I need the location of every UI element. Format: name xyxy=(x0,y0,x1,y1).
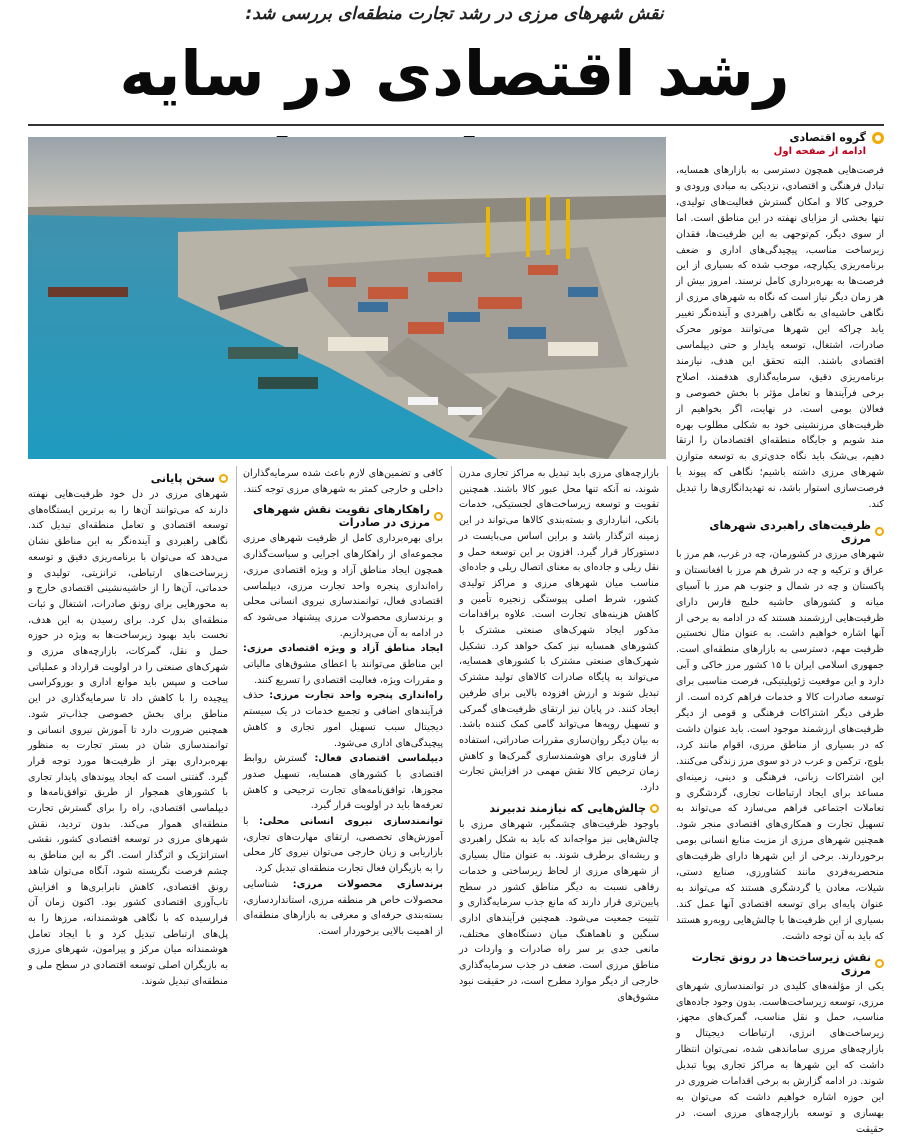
sidebar-para-1: فرصت‌هایی همچون دسترسی به بازارهای همسایه، تبادل فرهنگی و اقتصادی، نزدیکی به مبادی ورودی و خروجی کالا و امکان گسترش فعالیت‌های تولیدی، تنها بخشی از مزایای نهفته در این مناطق است. اما از سوی دیگر، کم‌توجهی به این ظرفیت‌ها، فقدان زیرساخت مناسب، پیچیدگی‌های اداری و ضعف برنامه‌ریزی یکپارچه، موجب شده که بسیاری از این فرصت‌ها به بهره‌برداری کامل نرسند. امروز بیش از هر زمان دیگر نیاز است که نگاه به شهرهای مرزی از نگاهی حاشیه‌ای به نگاهی راهبردی و آینده‌نگر تغییر یابد چراکه این شهرها می‌توانند موتور محرک صادرات، اشتغال، توسعه پایدار و حتی دیپلماسی اقتصادی باشند. البته تحقق این هدف، نیازمند برنامه‌ریزی دقیق، سرمایه‌گذاری هدفمند، اصلاح برخی فرآیندها و تعامل مؤثر با بخش خصوصی و فعالان بومی است. در نهایت، اگر بخواهیم از ظرفیت‌های مرزنشینی خود به شکلی مطلوب بهره مند شویم و جایگاه منطقه‌ای اقتصادمان را ارتقا دهیم، بی‌شک باید نگاه جدی‌تری به توسعه متوازن شهرهای مرزی داشته باشیم؛ نگاهی که پیوند با فرصت‌سازی استوار باشد، نه تهدیدانگاری‌ها را تبدیل کند. xyxy=(676,165,884,511)
subhead-text: ظرفیت‌های راهبردی شهرهای مرزی xyxy=(709,518,871,545)
lead-text: توانمندسازی نیروی انسانی محلی: xyxy=(259,816,443,828)
item-text: این مناطق می‌توانند با اعطای مشوق‌های مالیاتی و مقررات ویژه، فعالیت اقتصادی را تسریع کنند. xyxy=(243,659,443,686)
continued-from-front: ادامه از صفحه اول xyxy=(773,146,866,157)
sidebar-para-3: یکی از مؤلفه‌های کلیدی در توانمندسازی شهرهای مرزی، توسعه زیرساخت‌هاست. بدون وجود جاده‌های مناسب، حمل و نقل مناسب، گمرک‌های مجهز، زیرساخت‌های انرژی، ارتباطات دیجیتال و بازارچه‌های مرزی ساماندهی شده، نمی‌توان انتظار داشت که این شهرها به مراکز تجاری پویا تبدیل شوند. در ادامه گزارش به برخی اقدامات ضروری در این حوزه اشاره خواهیم داشت که می‌توان به بهسازی و توسعه بازارچه‌های مرزی است. در حقیقت xyxy=(676,980,884,1135)
byline xyxy=(676,131,884,144)
sidebar-subhead-2 xyxy=(676,951,884,977)
column-divider xyxy=(451,466,452,921)
subhead-text: چالش‌هایی که نیازمند تدبیرند xyxy=(489,801,646,815)
column-divider xyxy=(667,466,668,921)
port-aerial-photo xyxy=(28,137,666,459)
col3-subhead-1 xyxy=(28,472,228,485)
col2-para-2: برای بهره‌برداری کامل از ظرفیت شهرهای مرزی مجموعه‌ای از راهکارهای اجرایی و سیاست‌گذاری همچون ایجاد مناطق آزاد و ویژه اقتصادی مرزی، راه‌اندازی پنجره واحد تجارت مرزی، دیپلماسی اقتصادی فعال، توانمندسازی نیروی انسانی محلی و برندسازی محصولات مرزی پیشنهاد می‌شود که در ادامه به آن می‌پردازیم. xyxy=(243,533,443,639)
sidebar-column xyxy=(676,131,884,1135)
sidebar-subhead-1 xyxy=(676,519,884,545)
lead-text: راه‌اندازی پنجره واحد تجارت مرزی: xyxy=(269,690,443,702)
col3-para-1: شهرهای مرزی در دل خود ظرفیت‌هایی نهفته دارند که می‌توانند آن‌ها را به برترین ایستگاه‌های توسعه اقتصادی و تعامل منطقه‌ای تبدیل کند. نگاهی راهبردی و آینده‌نگر به این مناطق نشان می‌دهد که می‌توان با برنامه‌ریزی دقیق و توسعه زیرساخت‌های ارتباطی، ترانزیتی، تولیدی و خدماتی، آن‌ها را از حاشیه‌نشینی اقتصادی خارج و به محورهایی برای رونق صادرات، اشتغال و ثبات منطقه‌ای بدل کرد. برای رسیدن به این هدف، نخست باید بهبود زیرساخت‌ها به ویژه در حوزه حمل و نقل، گمرکات، بازارچه‌های مرزی و شهرک‌های صنعتی را در اولویت قرارداد و عملیاتی ساخت و سپس باید موانع اداری و بوروکراسی پیچیده را با کاهش داد تا سرمایه‌گذاری در این مناطق برای بخش خصوصی جذاب‌تر شود. همچنین ضرورت دارد تا آموزش نیروی انسانی و توانمندسازی شان در بستر تجارت به منظور بهره‌برداری بهتر از ظرفیت‌ها مورد توجه قرار گیرد. گفتنی است که ایجاد پیوندهای پایدار تجاری با کشورهای همجوار از طریق توافق‌نامه‌ها و دیپلماسی اقتصادی، راه را برای گسترش تجارت منطقه‌ای هموار می‌کند. بدون تردید، نقش شهرهای مرزی در توسعه اقتصادی کشور، نقشی استراتژیک و اثرگذار است. اگر به این مناطق به چشم فرصت نگریسته شود، آنگاه می‌توان شاهد رونق اقتصادی، کاهش نابرابری‌ها و افزایش تاب‌آوری اقتصادی کشور بود. اکنون زمان آن فرارسیده که با نگاهی هوشمندانه، مرزها را به پل‌های ارتباطی تبدیل کرد و با ایجاد تعامل هوشمندانه میان مرکز و پیرامون، شهرهای مرزی به بازیگران اصلی توسعه اقتصادی در سطح ملی و منطقه‌ای تبدیل شوند. xyxy=(28,489,228,987)
body-column-1 xyxy=(459,466,659,1003)
subhead-dot-icon xyxy=(875,959,884,968)
subhead-dot-icon xyxy=(434,512,443,521)
subhead-text: نقش زیرساخت‌ها در رونق تجارت مرزی xyxy=(691,950,871,977)
byline-text: گروه اقتصادی xyxy=(789,131,866,144)
subhead-dot-icon xyxy=(875,527,884,536)
col2-item-2 xyxy=(243,688,443,751)
lead-text: ایجاد مناطق آزاد و ویژه اقتصادی مرزی: xyxy=(243,643,443,655)
section-dot-icon xyxy=(872,132,884,144)
col1-para-2: باوجود ظرفیت‌های چشمگیر، شهرهای مرزی با چالش‌هایی نیز مواجه‌اند که باید به شکل راهبردی و ریشه‌ای برطرف شوند. به عنوان مثال بسیاری از شهرهای مرزی از لحاظ زیرساختی و خدمات رفاهی نسبت به دیگر مناطق کشور در سطح پایین‌تری قرار دارند که مانع جذب سرمایه‌گذاری و تثبیت جمعیت می‌شود. همچنین فرآیندهای اداری سنگین و ناهماهنگ میان دستگاه‌های مختلف، مانعی جدی بر سر راه صادرات و واردات در مناطق مرزی است. ضعف در جذب سرمایه‌گذاری خارجی از دیگر موارد مطرح است، در حقیقت نبود مشوق‌های xyxy=(459,818,659,1003)
subhead-text: سخن پایانی xyxy=(150,472,215,485)
col2-para-1: کافی و تضمین‌های لازم باعث شده سرمایه‌گذاران داخلی و خارجی کمتر به شهرهای مرزی توجه کنند. xyxy=(243,468,443,495)
col2-item-3 xyxy=(243,751,443,814)
col1-para-1: بازارچه‌های مرزی باید تبدیل به مراکز تجاری مدرن شوند، نه آنکه تنها محل عبور کالا باشند. همچنین تقویت و توسعه زیرساخت‌های لجستیکی، خدمات بانکی، انبارداری و بسته‌بندی کالاها می‌تواند در این زمینه اثرگذار باشد و براین اساس می‌بایست در دستورکار قرار گیرد. افزون بر این توسعه حمل و نقل ریلی و جاده‌ای به معنای اتصال ریلی و جاده‌ای مناسب میان شهرهای مرزی و مراکز تولیدی کشور، شرط اصلی پیوستگی زنجیره تأمین و کاهش هزینه‌های تجارت است. علاوه براقدامات مذکور ایجاد شهرک‌های صنعتی مشترک با کشورهای همسایه نیز کمک خواهد کرد. تشکیل شهرک‌های صنعتی مشترک با کشورهای همسایه، می‌تواند به پایگاه صادرات کالاهای تولید مشترک تبدیل شوند و ارزش افزوده بالایی برای طرفین ایجاد کنند. در پایان نیز ارتقای ظرفیت‌های گمرکی و تسهیل رویه‌ها می‌تواند گامی کمک کننده باشد. به بیان دیگر روان‌سازی مقررات صادراتی، استفاده از فناوری برای هوشمندسازی گمرک‌ها و کاهش زمان ترخیص کالا نقش مهمی در افزایش تجارت دارد. xyxy=(459,468,659,794)
body-column-3 xyxy=(28,466,228,987)
headline-rule xyxy=(28,124,884,126)
col2-subhead-1 xyxy=(243,503,443,529)
sidebar-para-2: شهرهای مرزی در کشورمان، چه در غرب، هم مرز با عراق و ترکیه و چه در شرق هم مرز با افغانستان و پاکستان و چه در شمال و جنوب هم مرز با آسیای میانه و کشورهای حاشیه خلیج فارس دارای ظرفیت‌هایی ارزشمند هستند که در ادامه به برخی از آنها اشاره خواهیم داشت. به عنوان مثال نخستین ظرفیت مهم، دسترسی به بازارهای منطقه‌ای است. جمهوری اسلامی ایران با ۱۵ کشور مرز خاکی و آبی دارد و این موقعیت ژئوپلیتیکی، فرصت مناسبی برای توسعه صادرات کالا و خدمات فراهم کرده است. از طرفی دیگر اشتراکات فرهنگی و قومی از دیگر ظرفیت‌های ارزشمند موجود است. باید عنوان داشت که در بسیاری از مناطق مرزی، اقوام مانند کرد، بلوچ، ترکمن و عرب در دو سوی مرز زندگی می‌کنند. این اشتراکات زبانی، فرهنگی و دینی، زمینه‌ای مساعد برای ایجاد ارتباطات تجاری، گردشگری و تعاملات اجتماعی فراهم می‌سازد که می‌تواند به تسهیل تجارت و همکاری‌های اقتصادی منجر شود. همچنین شهرهای مرزی از مزیت منابع انسانی بومی برخوردارند. برخی از این شهرها دارای ظرفیت‌های منحصربه‌فردی مانند کشاورزی، صنایع دستی، شیلات، معادن یا گردشگری هستند که می‌تواند به عنوان پایه‌ای برای توسعه اقتصادی آنها عمل کند. بسیاری از این ظرفیت‌ها با چالش‌هایی روبه‌رو هستند که باید به آن توجه داشت. xyxy=(676,548,884,942)
col1-subhead-1 xyxy=(459,802,659,815)
subhead-dot-icon xyxy=(219,474,228,483)
col2-item-5 xyxy=(243,877,443,940)
item-text: با آموزش‌های تخصصی، ارتقای مهارت‌های تجاری، بازاریابی و زبان خارجی می‌توان نیروی کار محلی را به بازیگران فعال تجارت منطقه‌ای تبدیل کرد. xyxy=(243,816,443,875)
col2-item-4 xyxy=(243,814,443,877)
item-text: شناسایی محصولات خاص هر منطقه مرزی، استانداردسازی، بسته‌بندی حرفه‌ای و معرفی به بازارهای منطقه‌ای از اهمیت بالایی برخوردار است. xyxy=(243,878,443,937)
body-column-2 xyxy=(243,466,443,937)
subhead-dot-icon xyxy=(650,804,659,813)
article-kicker: نقش شهرهای مرزی در رشد تجارت منطقه‌ای بررسی شد: xyxy=(245,4,664,24)
subhead-text: راهکارهای تقویت نقش شهرهای مرزی در صادرات xyxy=(253,503,430,530)
article-headline: رشد اقتصادی در سایه xyxy=(119,37,790,110)
lead-text: دیپلماسی اقتصادی فعال: xyxy=(314,753,443,765)
item-text: گسترش روابط اقتصادی با کشورهای همسایه، تسهیل صدور مجوزها، توافق‌نامه‌های تجارت ترجیحی و کاهش تعرفه‌ها باید در اولویت قرار گیرد. xyxy=(243,753,443,812)
item-text: حذف فرآیندهای اضافی و تجمیع خدمات در یک سیستم دیجیتال سبب تسهیل امور تجاری و کاهش پیچیدگی‌های اداری می‌شود. xyxy=(243,690,443,749)
port-photo-illustration xyxy=(28,137,666,459)
column-divider xyxy=(236,466,237,921)
col2-item-1 xyxy=(243,641,443,688)
lead-text: برندسازی محصولات مرزی: xyxy=(292,878,443,890)
